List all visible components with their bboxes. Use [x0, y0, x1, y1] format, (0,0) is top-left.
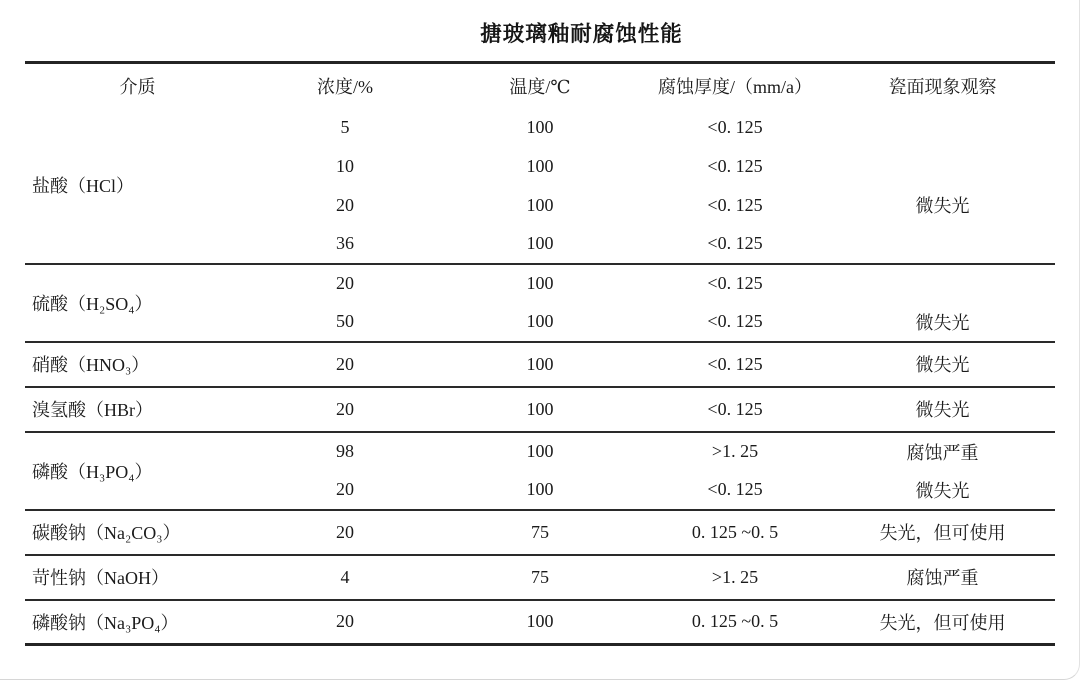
cell-thickness: <0. 125	[707, 194, 763, 215]
column-header-temperature: 温度/℃	[509, 76, 571, 97]
cell-concentration: 20	[336, 194, 354, 215]
cell-medium: 碳酸钠（Na₂CO₃）	[25, 510, 250, 555]
header-row	[25, 63, 1055, 108]
cell-concentration: 50	[336, 311, 354, 331]
group-na3po4	[25, 600, 1055, 645]
group-hbr	[25, 387, 1055, 432]
table-row	[25, 510, 1055, 555]
cell-observation	[830, 147, 1055, 186]
table-row	[25, 342, 1055, 387]
page-title: 搪玻璃釉耐腐蚀性能	[480, 22, 683, 46]
cell-observation: 腐蚀严重	[830, 555, 1055, 600]
table-row	[25, 264, 1055, 303]
cell-concentration: 20	[250, 342, 440, 387]
cell-observation: 微失光	[915, 312, 970, 333]
cell-observation: 微失光	[915, 196, 970, 216]
cell-observation: 腐蚀严重	[830, 432, 1055, 471]
cell-thickness: <0. 125	[707, 233, 763, 253]
cell-temperature: 100	[526, 116, 554, 137]
cell-thickness: 0. 125 ~0. 5	[640, 510, 830, 555]
column-header-concentration: 浓度/%	[317, 76, 373, 97]
cell-temperature: 100	[440, 600, 640, 645]
table-header	[25, 63, 1055, 108]
cell-observation: 失光，但可使用	[830, 600, 1055, 645]
cell-thickness: <0. 125	[707, 479, 763, 499]
cell-medium: 硝酸（HNO₃）	[25, 342, 250, 387]
cell-medium: 盐酸（HCl）	[32, 176, 135, 196]
group-na2co3	[25, 510, 1055, 555]
table-row	[25, 600, 1055, 645]
cell-concentration: 4	[250, 555, 440, 600]
table-row	[25, 108, 1055, 147]
cell-thickness: <0. 125	[640, 264, 830, 303]
group-h2so4	[25, 264, 1055, 342]
column-header-observation: 瓷面现象观察	[888, 76, 997, 97]
cell-thickness: <0. 125	[707, 311, 763, 331]
cell-observation	[830, 108, 1055, 147]
cell-temperature: 100	[440, 342, 640, 387]
column-header-medium: 介质	[119, 76, 156, 97]
cell-thickness: >1. 25	[640, 432, 830, 471]
cell-thickness: >1. 25	[640, 555, 830, 600]
cell-temperature: 100	[526, 479, 554, 499]
cell-medium: 磷酸钠（Na₃PO₄）	[25, 600, 250, 645]
cell-thickness: <0. 125	[640, 342, 830, 387]
cell-concentration: 5	[340, 116, 350, 137]
cell-thickness: <0. 125	[707, 116, 763, 137]
corrosion-resistance-table	[25, 61, 1055, 646]
group-h3po4	[25, 432, 1055, 510]
table-row	[25, 555, 1055, 600]
cell-concentration: 20	[250, 264, 440, 303]
cell-temperature: 75	[440, 555, 640, 600]
cell-concentration: 20	[336, 479, 354, 499]
cell-temperature: 100	[440, 432, 640, 471]
cell-thickness: <0. 125	[640, 387, 830, 432]
cell-temperature: 100	[440, 387, 640, 432]
cell-temperature: 100	[526, 233, 554, 253]
cell-temperature: 100	[526, 311, 554, 331]
cell-observation: 微失光	[830, 387, 1055, 432]
cell-observation	[830, 264, 1055, 303]
group-hcl	[25, 108, 1055, 264]
cell-medium: 磷酸（H₃PO₄）	[25, 432, 250, 510]
cell-medium: 溴氢酸（HBr）	[25, 387, 250, 432]
cell-concentration: 98	[250, 432, 440, 471]
cell-medium: 苛性钠（NaOH）	[25, 555, 250, 600]
group-hno3	[25, 342, 1055, 387]
cell-thickness: <0. 125	[707, 155, 763, 176]
cell-medium: 硫酸（H₂SO₄）	[25, 264, 250, 342]
cell-thickness: 0. 125 ~0. 5	[640, 600, 830, 645]
cell-temperature: 75	[440, 510, 640, 555]
cell-observation: 微失光	[830, 342, 1055, 387]
group-naoh	[25, 555, 1055, 600]
table-row	[25, 387, 1055, 432]
cell-temperature: 100	[526, 155, 554, 176]
table-row	[25, 432, 1055, 471]
cell-temperature: 100	[526, 194, 554, 215]
cell-concentration: 20	[250, 387, 440, 432]
column-header-thickness: 腐蚀厚度/（mm/a）	[658, 76, 812, 97]
cell-concentration: 10	[336, 155, 354, 176]
cell-concentration: 20	[250, 510, 440, 555]
cell-concentration: 36	[336, 233, 354, 253]
cell-observation: 失光，但可使用	[830, 510, 1055, 555]
cell-observation: 微失光	[915, 480, 970, 501]
cell-temperature: 100	[440, 264, 640, 303]
cell-observation	[830, 225, 1055, 264]
cell-concentration: 20	[250, 600, 440, 645]
